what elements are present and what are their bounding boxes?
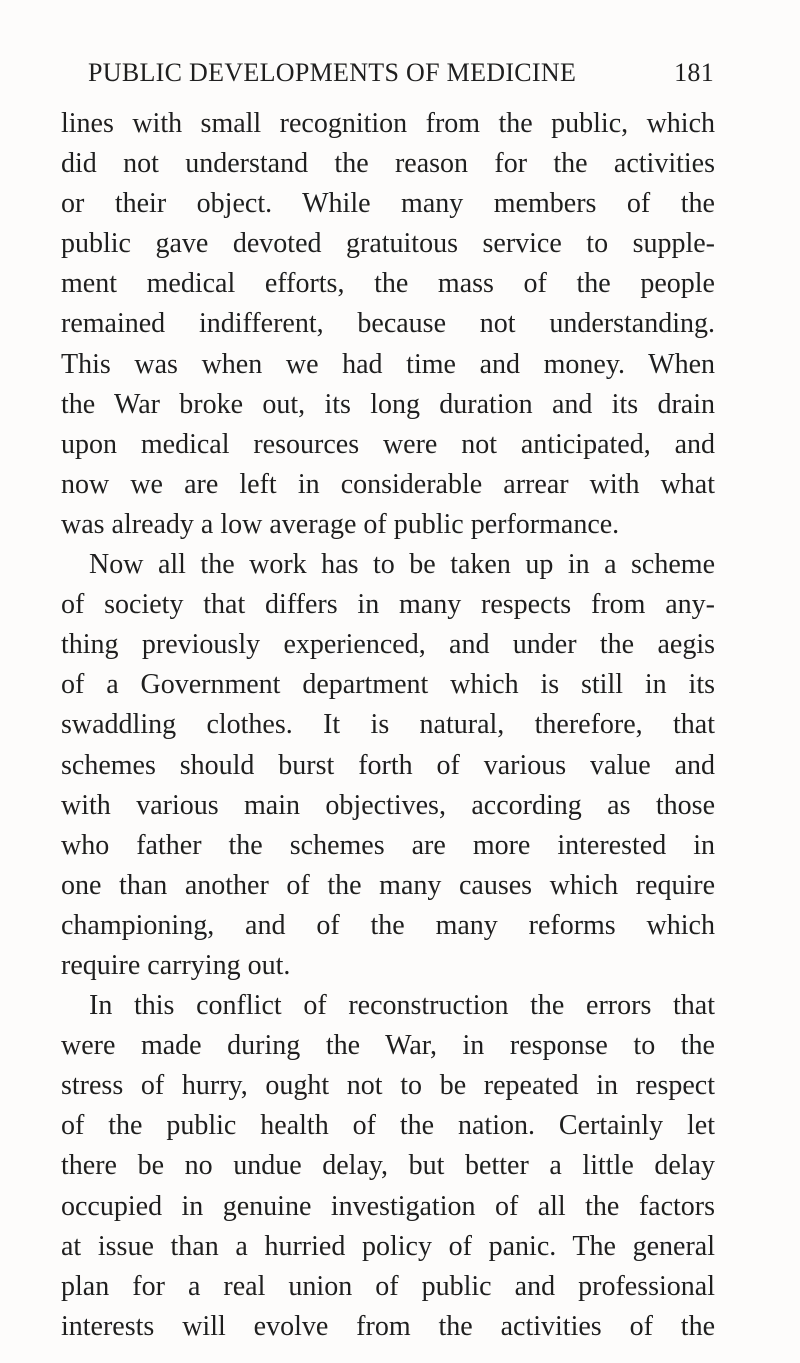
text-line: one than another of the many causes which require xyxy=(61,869,715,901)
text-line: now we are left in considerable arrear with what xyxy=(61,468,715,500)
text-line: was already a low average of public performance. xyxy=(61,508,620,540)
text-line: schemes should burst forth of various value and xyxy=(61,749,715,781)
text-line: did not understand the reason for the activities xyxy=(61,148,715,180)
page-number: 181 xyxy=(674,58,714,87)
paragraph-start-line: Now all the work has to be taken up in a scheme xyxy=(89,549,715,581)
text-line: swaddling clothes. It is natural, therefore, that xyxy=(61,709,715,741)
text-line: public gave devoted gratuitous service to supple- xyxy=(61,228,715,260)
text-line: plan for a real union of public and professional xyxy=(61,1270,715,1302)
text-line: or their object. While many members of the xyxy=(61,188,715,220)
running-head xyxy=(88,58,714,94)
text-line: of society that differs in many respects from any- xyxy=(61,589,715,621)
text-line: championing, and of the many reforms which xyxy=(61,909,715,941)
text-line: were made during the War, in response to the xyxy=(61,1030,715,1062)
text-line: remained indifferent, because not understanding. xyxy=(61,308,715,340)
text-line: interests will evolve from the activities of the xyxy=(61,1310,715,1342)
text-line: the War broke out, its long duration and its drain xyxy=(61,388,715,420)
text-line: who father the schemes are more interested in xyxy=(61,829,715,861)
text-line: occupied in genuine investigation of all the factors xyxy=(61,1190,715,1222)
text-line: stress of hurry, ought not to be repeated in respect xyxy=(61,1070,715,1102)
body-text xyxy=(61,104,715,1347)
paragraph-start-line: In this conflict of reconstruction the errors that xyxy=(89,990,715,1022)
running-head-title: PUBLIC DEVELOPMENTS OF MEDICINE xyxy=(88,58,577,87)
text-line: ment medical efforts, the mass of the people xyxy=(61,268,715,300)
text-line: with various main objectives, according as those xyxy=(61,789,715,821)
text-line: thing previously experienced, and under the aegis xyxy=(61,629,715,661)
text-line: This was when we had time and money. When xyxy=(61,348,715,380)
text-line: upon medical resources were not anticipated, and xyxy=(61,428,715,460)
text-line: require carrying out. xyxy=(61,949,291,981)
text-line: of a Government department which is still in its xyxy=(61,669,715,701)
text-line: of the public health of the nation. Certainly let xyxy=(61,1110,715,1142)
text-line: lines with small recognition from the public, which xyxy=(61,108,715,139)
text-line: there be no undue delay, but better a little delay xyxy=(61,1150,715,1182)
text-line: at issue than a hurried policy of panic. The general xyxy=(61,1230,715,1262)
